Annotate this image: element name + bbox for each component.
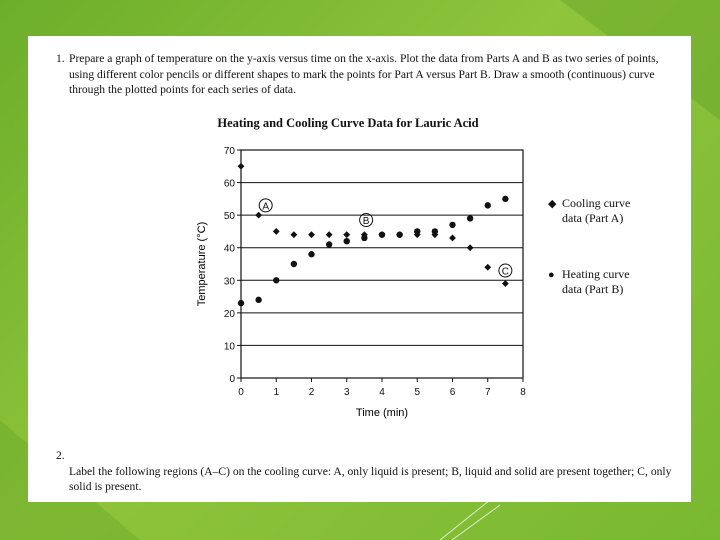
y-tick-label: 0 <box>229 374 235 385</box>
heating-data-point <box>273 277 279 283</box>
heating-data-point <box>291 261 297 267</box>
heating-data-point <box>326 241 332 247</box>
heating-data-point <box>255 297 261 303</box>
heating-data-point <box>485 202 491 208</box>
cooling-data-point <box>467 244 474 251</box>
x-tick-label: 8 <box>520 387 526 398</box>
y-tick-label: 60 <box>223 178 235 190</box>
chart-title: Heating and Cooling Curve Data for Lauric Acid <box>217 116 479 130</box>
x-tick-label: 1 <box>273 387 280 398</box>
question-2-number: 2. <box>56 449 65 462</box>
heating-data-point <box>467 215 473 221</box>
data-points <box>238 163 509 306</box>
y-tick-label: 50 <box>223 211 235 223</box>
annotation-label-b: B <box>362 216 370 228</box>
axis-ticks <box>224 146 526 398</box>
circle-marker-icon: ● <box>548 269 555 281</box>
y-tick-label: 20 <box>223 308 235 320</box>
heating-data-point <box>344 238 350 244</box>
cooling-data-point <box>273 228 280 235</box>
question-1-number: 1. <box>56 52 65 65</box>
x-tick-label: 4 <box>379 387 385 398</box>
heating-data-point <box>502 196 508 202</box>
y-tick-label: 10 <box>223 341 235 353</box>
heating-data-point <box>361 235 367 241</box>
heating-data-point <box>396 231 402 237</box>
heating-data-point <box>449 222 455 228</box>
x-axis-label: Time (min) <box>355 407 409 419</box>
x-tick-label: 5 <box>414 387 421 398</box>
heating-data-point <box>432 228 438 234</box>
cooling-data-point <box>290 231 297 238</box>
x-tick-label: 3 <box>343 387 350 398</box>
legend-heating-label: Heating curve data (Part B) <box>562 267 630 296</box>
cooling-data-point <box>484 264 491 271</box>
question-2-text: Label the following regions (A–C) on the cooling curve: A, only liquid is present; B, liquid and solid are present together; C, only solid is present. <box>69 464 672 493</box>
x-tick-label: 6 <box>449 387 456 398</box>
x-tick-label: 2 <box>308 387 315 398</box>
cooling-data-point <box>255 212 262 219</box>
cooling-data-point <box>308 231 315 238</box>
annotation-label-a: A <box>262 201 270 213</box>
x-tick-label: 7 <box>484 387 491 398</box>
cooling-data-point <box>326 231 333 238</box>
plot-frame <box>241 150 523 378</box>
question-1-text: Prepare a graph of temperature on the y-axis versus time on the x-axis. Plot the data from Parts A and B as two series of points, using different color pencils or different shapes to mark the points for Part A versus Part B. Draw a smooth (continuous) curve through the plotted points for each series of data. <box>69 52 659 96</box>
y-axis-label: Temperature (°C) <box>196 221 208 307</box>
legend-cooling-label: Cooling curve data (Part A) <box>562 196 631 225</box>
heating-data-point <box>308 251 314 257</box>
annotation-label-c: C <box>501 266 509 278</box>
cooling-data-point <box>449 235 456 242</box>
grid-lines <box>241 183 523 346</box>
x-tick-label: 0 <box>238 387 244 398</box>
y-tick-label: 30 <box>223 276 235 288</box>
diamond-marker-icon: ◆ <box>548 198 557 210</box>
question-2 <box>56 448 686 495</box>
cooling-data-point <box>502 280 509 287</box>
heating-data-point <box>379 231 385 237</box>
heating-data-point <box>414 228 420 234</box>
cooling-data-point <box>343 231 350 238</box>
region-annotations <box>259 199 512 278</box>
heating-data-point <box>238 300 244 306</box>
worksheet-page <box>28 36 691 502</box>
cooling-data-point <box>238 163 245 170</box>
legend-heating <box>548 267 642 297</box>
y-tick-label: 70 <box>223 146 235 157</box>
y-tick-label: 40 <box>223 243 235 255</box>
legend-cooling <box>548 196 642 226</box>
